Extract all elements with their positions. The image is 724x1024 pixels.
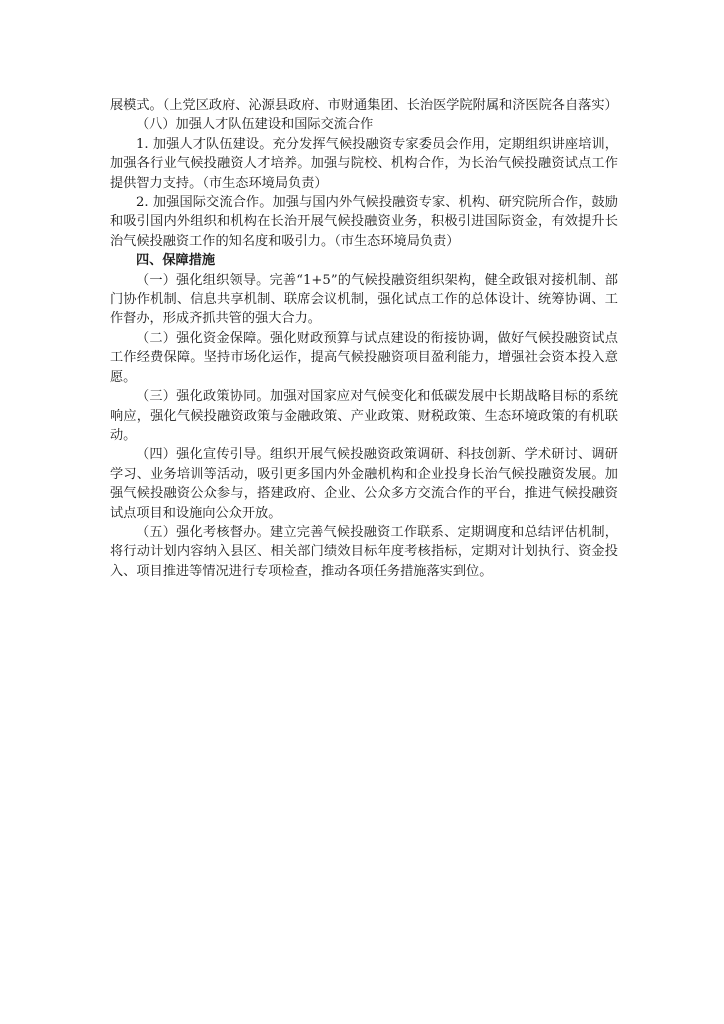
measure-4-publicity: （四）强化宣传引导。组织开展气候投融资政策调研、科技创新、学术研讨、调研学习、业务培训等活动，吸引更多国内外金融机构和企业投身长治气候投融资发展。加强气候投融资公众参与，搭建政府、企业、公众多方交流合作的平台，推进气候投融资试点项目和设施向公众开放。	[110, 447, 618, 521]
item-8-2-international: 2. 加强国际交流合作。加强与国内外气候投融资专家、机构、研究院所合作，鼓励和吸引国内外组织和机构在长治开展气候投融资业务，积极引进国际资金，有效提升长治气候投融资工作的知名度和吸引力。（市生态环境局负责）	[110, 195, 618, 249]
measure-1-organization: （一）强化组织领导。完善“1+5”的气候投融资组织架构，健全政银对接机制、部门协作机制、信息共享机制、联席会议机制，强化试点工作的总体设计、统筹协调、工作督办，形成齐抓共管的强大合力。	[110, 272, 618, 327]
document-body	[110, 96, 618, 581]
section-8-title: （八）加强人才队伍建设和国际交流合作	[136, 117, 374, 133]
item-8-1-talent: 1. 加强人才队伍建设。充分发挥气候投融资专家委员会作用，定期组织讲座培训，加强各行业气候投融资人才培养。加强与院校、机构合作，为长治气候投融资试点工作提供智力支持。（市生态环境局负责）	[110, 136, 618, 191]
paragraph-continuation: 展模式。（上党区政府、沁源县政府、市财通集团、长治医学院附属和济医院各自落实）	[110, 98, 618, 113]
measure-5-assessment: （五）强化考核督办。建立完善气候投融资工作联系、定期调度和总结评估机制，将行动计划内容纳入县区、相关部门绩效目标年度考核指标，定期对计划执行、资金投入、项目推进等情况进行专项检查，推动各项任务措施落实到位。	[110, 524, 618, 579]
measure-2-funding: （二）强化资金保障。强化财政预算与试点建设的衔接协调，做好气候投融资试点工作经费保障。坚持市场化运作，提高气候投融资项目盈利能力，增强社会资本投入意愿。	[110, 330, 618, 385]
heading-safeguard-measures: 四、保障措施	[136, 253, 216, 269]
measure-3-policy: （三）强化政策协同。加强对国家应对气候变化和低碳发展中长期战略目标的系统响应，强化气候投融资政策与金融政策、产业政策、财税政策、生态环境政策的有机联动。	[110, 389, 618, 443]
